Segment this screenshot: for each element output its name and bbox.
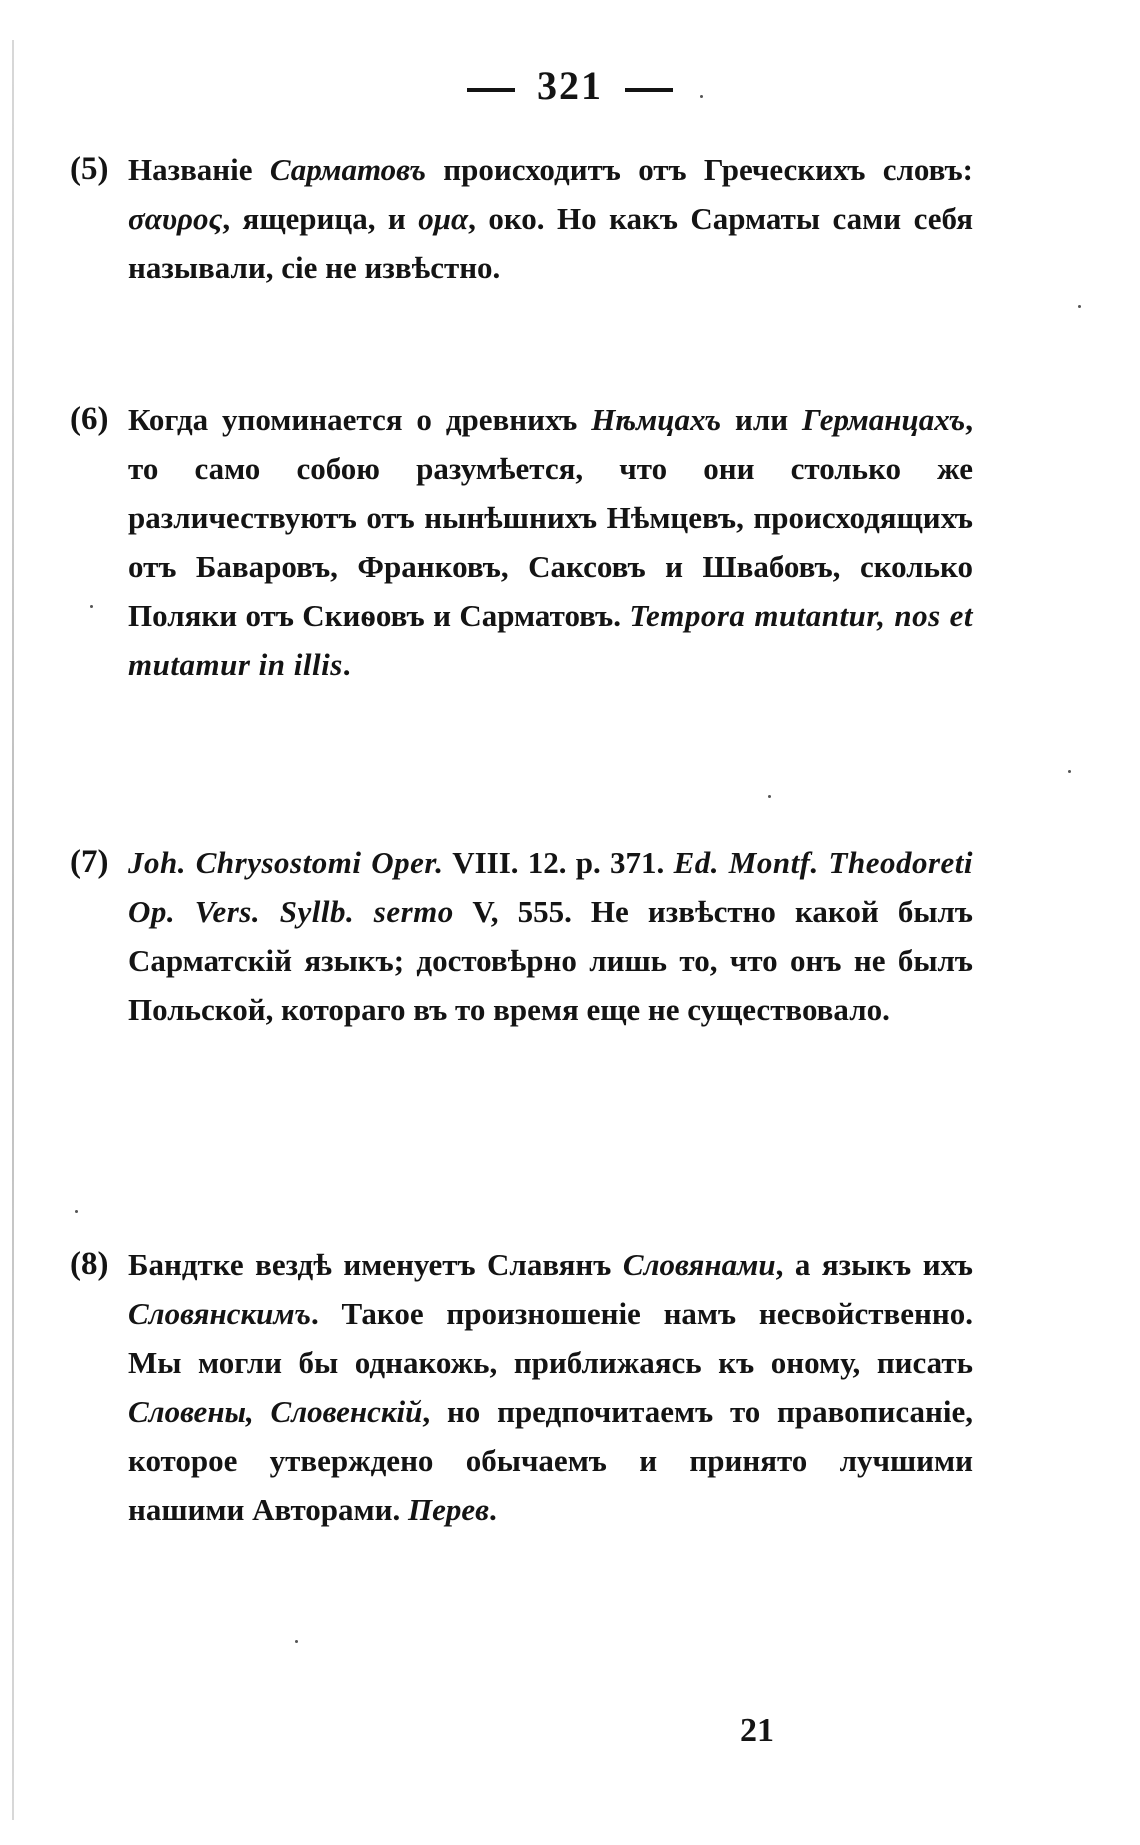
footnote-number: (8): [70, 1246, 109, 1282]
signature-mark: 21: [740, 1712, 774, 1749]
header-dash-right: [625, 88, 673, 92]
footnote-5: [70, 145, 974, 292]
footnote-number: (5): [70, 151, 109, 187]
footnote-text: , то само собою разумѣется, что они столько же различествуютъ отъ нынѣшнихъ Нѣмцевъ, происходящихъ отъ Баваровъ, Франковъ, Саксовъ и Швабовъ, сколько Поляки отъ Скиѳовъ и Сарматовъ.: [128, 402, 973, 633]
footnote-greek: ομα: [418, 201, 469, 236]
footnote-8: [70, 1240, 974, 1534]
footnote-emphasis: Нѣмцахъ: [591, 402, 722, 437]
footnote-text: Бандтке вездѣ именуетъ Славянъ: [128, 1247, 623, 1282]
page-header: [0, 62, 1140, 109]
footnote-text: или: [721, 402, 802, 437]
footnote-emphasis: Германцахъ: [801, 402, 966, 437]
latin-citation: Joh. Chrysostomi Oper.: [128, 845, 444, 880]
footnote-emphasis: Сарматовъ: [269, 152, 426, 187]
print-speck: [700, 95, 703, 98]
footnote-text: , ящерица, и: [222, 201, 419, 236]
footnote-text: происходитъ отъ Греческихъ словъ:: [425, 152, 974, 187]
footnote-emphasis: Словянскимъ: [128, 1296, 311, 1331]
print-speck: [90, 605, 93, 608]
footnote-text: . Такое произношеніе намъ несвойственно. Мы могли бы однакожь, приближаясь къ оному, писать: [128, 1296, 973, 1380]
print-speck: [768, 795, 771, 798]
footnote-emphasis: Перев: [408, 1492, 489, 1527]
footnote-6: [70, 395, 973, 689]
footnote-text: .: [489, 1492, 497, 1527]
footnote-number: (6): [70, 401, 109, 437]
header-dash-left: [467, 88, 515, 92]
footnote-number: (7): [70, 844, 109, 880]
footnote-text: V, 555. Не извѣстно какой былъ Сарматскій языкъ; достовѣрно лишь то, что онъ не былъ Польской, котораго въ то время еще не существовало.: [128, 894, 973, 1027]
page-number: 321: [537, 63, 603, 108]
latin-quote: Tempora mutantur, nos et mutamur in illis: [128, 598, 973, 682]
footnote-greek: σαυρος: [128, 201, 223, 236]
footnote-text: Названіе: [128, 152, 270, 187]
footnote-text: .: [342, 647, 351, 682]
footnote-emphasis: Словены, Словенскій: [128, 1394, 423, 1429]
page-edge-rule: [12, 40, 14, 1820]
print-speck: [75, 1210, 78, 1213]
footnote-text: , а языкъ ихъ: [775, 1247, 973, 1282]
footnote-text: VIII. 12. p. 371.: [443, 845, 674, 880]
footnote-text: Когда упоминается о древнихъ: [128, 402, 592, 437]
footnote-7: [70, 838, 974, 1034]
latin-citation: Ed. Montf. Theodoreti Op. Vers. Syllb. sermo: [128, 845, 974, 929]
footnote-emphasis: Словянами: [622, 1247, 776, 1282]
print-speck: [1078, 305, 1081, 308]
footnote-text: , но предпочитаемъ то правописаніе, которое утверждено обычаемъ и принято лучшими нашими Авторами.: [128, 1394, 974, 1527]
print-speck: [1068, 770, 1071, 773]
footnote-text: , око. Но какъ Сарматы сами себя называли, сіе не извѣстно.: [128, 201, 973, 285]
print-speck: [295, 1640, 298, 1643]
